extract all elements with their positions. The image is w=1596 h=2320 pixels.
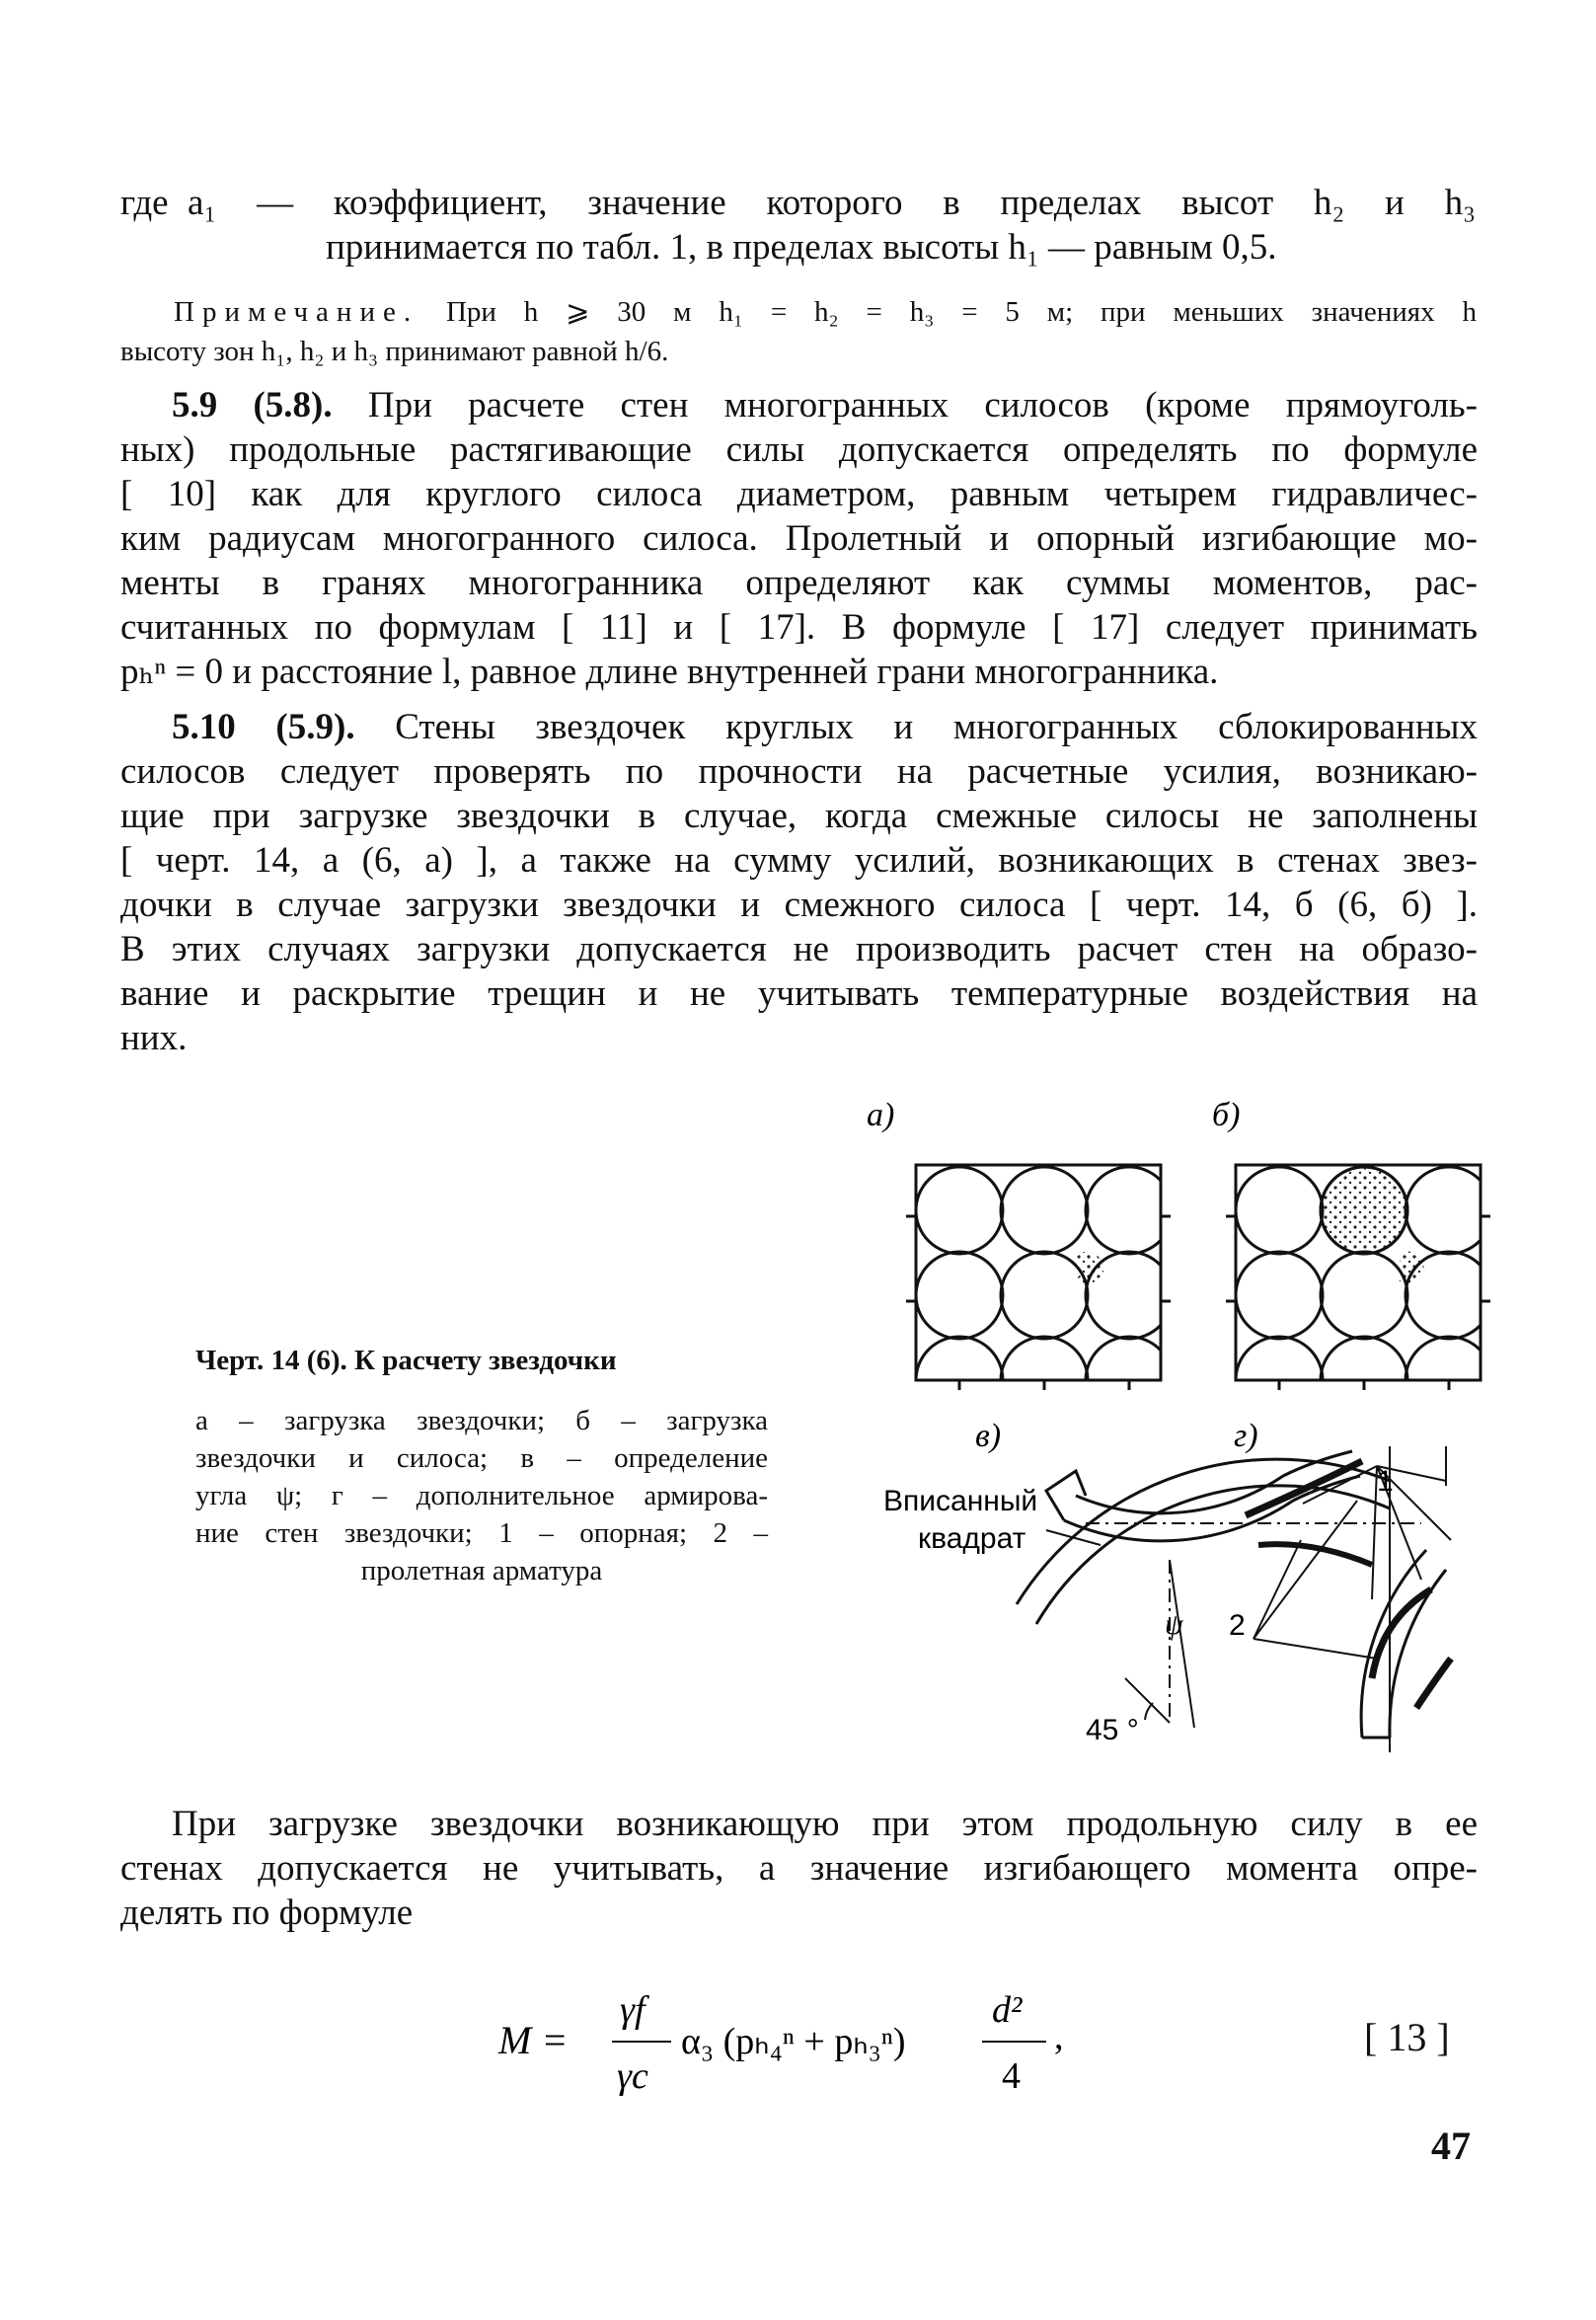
inscribed-label-1: Вписанный [883,1485,1038,1517]
caption-line-3: угла ψ; г – дополнительное армирова- [195,1480,768,1511]
marker-1: 1 [1377,1465,1394,1498]
formula-lhs: M = [498,2018,569,2062]
where-line-2: принимается по табл. 1, в пределах высоты h₁ — равным 0,5. [326,227,1277,268]
section-5-10-line-8: них. [120,1018,188,1058]
section-5-10-text-1: Стены звездочек круглых и многогранных сблокированных [395,707,1478,747]
note-label: Примечание. [174,296,419,328]
section-5-9-line-3: [ 10] как для круглого силоса диаметром, равным четырем гидравличес- [120,474,1478,514]
caption-line-1: а – загрузка звездочки; б – загрузка [195,1405,768,1436]
caption-line-2: звездочки и силоса; в – определение [195,1442,768,1474]
paragraph-loading [120,1802,1478,1935]
panel-label-g: г) [1234,1418,1258,1454]
loading-line-2: стенах допускается не учитывать, а значение изгибающего момента опре- [120,1848,1478,1889]
loading-text-1: При загрузке звездочки возникающую при этом продольную силу в ее [172,1804,1478,1844]
section-5-9-line-5: менты в гранях многогранника определяют как суммы моментов, рас- [120,563,1478,603]
loading-line-3: делять по формуле [120,1893,414,1933]
equation-number: [ 13 ] [1364,2015,1450,2059]
page-number: 47 [1431,2124,1471,2168]
inscribed-label-2: квадрат [918,1522,1026,1555]
section-5-9-line-7: pₕⁿ = 0 и расстояние l, равное длине внутренней грани многогранника. [120,652,1219,692]
note-text-1: При h ⩾ 30 м h₁ = h₂ = h₃ = 5 м; при меньших значениях h [445,296,1477,328]
section-5-9-number: 5.9 (5.8). [172,385,333,425]
section-5-10-line-2: силосов следует проверять по прочности на расчетные усилия, возникаю- [120,751,1478,792]
figure-caption [195,1402,768,1589]
panel-label-a: а) [867,1097,895,1133]
panel-a-diagram [906,1165,1173,1424]
formula-comma: , [1054,2016,1064,2057]
formula-four: 4 [1002,2055,1021,2097]
section-5-9-line-6: считанных по формулам [ 11] и [ 17]. В формуле [ 17] следует принимать [120,607,1478,648]
formula-13 [494,1955,1184,2123]
section-5-9-line-2: ных) продольные растягивающие силы допускается определять по формуле [120,429,1478,470]
section-5-10-line-7: вание и раскрытие трещин и не учитывать температурные воздействия на [120,973,1478,1014]
where-line-1: a₁ — коэффициент, значение которого в пределах высот h₂ и h₃ [188,183,1476,223]
section-5-9-line-4: ким радиусам многогранного силоса. Пролетный и опорный изгибающие мо- [120,518,1478,559]
panel-label-v: в) [975,1418,1002,1454]
angle-label: 45 ° [1086,1714,1139,1746]
section-5-10-line-3: щие при загрузке звездочки в случае, когда смежные силосы не заполнены [120,796,1478,836]
section-5-10-number: 5.10 (5.9). [172,707,355,747]
formula-d-squared: d² [992,1989,1023,2031]
section-5-9-text-1: При расчете стен многогранных силосов (кроме прямоуголь- [367,385,1478,425]
section-5-10-line-4: [ черт. 14, а (6, а) ], а также на сумму усилий, возникающих в стенах звез- [120,840,1478,881]
caption-line-5: пролетная арматура [360,1555,603,1586]
formula-gamma-f: γf [620,1989,646,2031]
section-5-10-line-5: дочки в случае загрузки звездочки и смежного силоса [ черт. 14, б (6, б) ]. [120,885,1478,925]
loading-line-1 [120,1802,1478,1846]
psi-label: ψ [1165,1608,1183,1641]
note-line-2: высоту зон h₁, h₂ и h₃ принимают равной h/6. [120,336,669,367]
formula-middle: α₃ (pₕ₄ⁿ + pₕ₃ⁿ) [681,2021,906,2062]
where-label: где [120,183,169,223]
section-5-10-line-6: В этих случаях загрузки допускается не производить расчет стен на образо- [120,929,1478,969]
figure-caption-title: Черт. 14 (6). К расчету звездочки [195,1345,617,1376]
marker-2: 2 [1229,1609,1246,1642]
caption-line-4: ние стен звездочки; 1 – опорная; 2 – [195,1517,768,1549]
panel-b-diagram [1226,1165,1492,1424]
formula-gamma-c: γc [617,2055,648,2097]
panel-label-b: б) [1212,1097,1241,1133]
